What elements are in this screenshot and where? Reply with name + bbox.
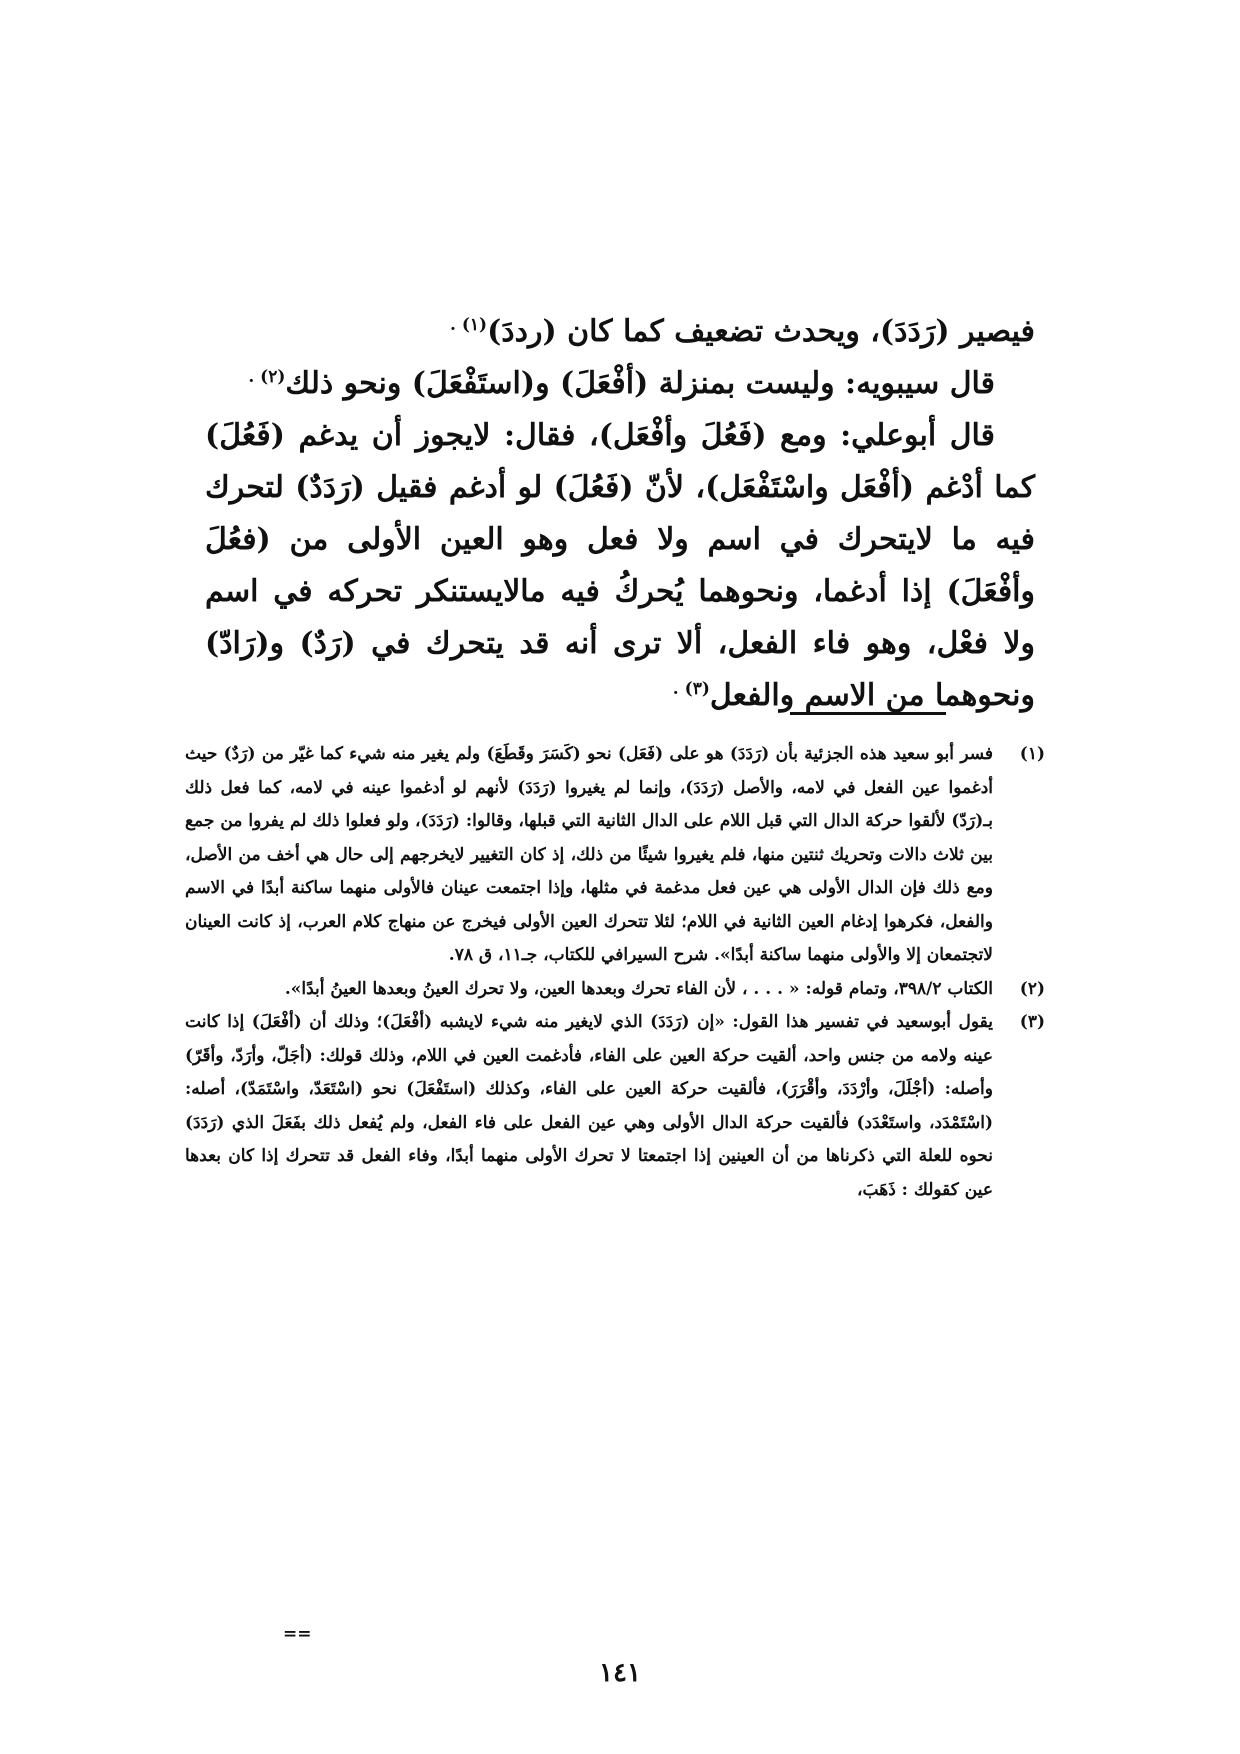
footnote-ref-3[interactable]: (٣) . bbox=[672, 679, 710, 699]
footnote-separator bbox=[790, 712, 946, 715]
footnote-number: (٢) bbox=[1019, 978, 1045, 999]
footnote-1 bbox=[185, 738, 1045, 973]
footnote-number: (٣) bbox=[1019, 1012, 1045, 1032]
main-paragraph-2: قال سيبويه: وليست بمنزلة (أفْعَلَ) و(استَفْعَلَ) ونحو ذلك$^{(٢) .}$ bbox=[248, 366, 995, 401]
footnote-ref-1[interactable]: (١) . bbox=[450, 315, 488, 335]
footnotes bbox=[185, 738, 1045, 1207]
footnote-ref-2[interactable]: (٢) . bbox=[248, 367, 286, 387]
footnote-3 bbox=[185, 1006, 1045, 1207]
continuation-mark: == bbox=[283, 1624, 312, 1644]
footnote-text: الكتاب ٣٩٨/٢، وتمام قوله: « . . . ، لأن الفاء تحرك وبعدها العين، ولا تحرك العينُ وبعدها العينُ أبدًا». bbox=[284, 978, 993, 999]
main-paragraph-1: فيصير (رَدَدَ)، ويحدث تضعيف كما كان (رددَ)$^{(١) .}$ bbox=[450, 314, 1035, 349]
main-text bbox=[205, 306, 1035, 722]
footnote-text: يقول أبوسعيد في تفسير هذا القول: «إن (رَدَدَ) الذي لايغير منه شيء لايشبه (أفْعَلَ)؛ وذلك أن (أفْعَلَ) إذا كانت عينه ولامه من جنس واحد، ألقيت حركة العين على الفاء، فأدغمت العين في اللام، وذلك قولك: (أجَلّ، وأرَدّ، وأقَرّ) وأصله: (أجْلَلَ، وأرْدَدَ، وأقْرَرَ)، فألقيت حركة العين على الفاء، وكذلك (استَفْعَلَ) نحو (اسْتَعَدّ، واسْتَمَدّ)، أصله: (اسْتَمْدَد، واستَعْدَد) فألقيت حركة الدال الأولى وهي عين الفعل على فاء الفعل، ولم يُفعل ذلك بفَعَلَ الذي (رَدَدَ) نحوه للعلة التي ذكرناها من أن العينين إذا اجتمعتا لا تحرك الأولى منهما أبدًا، وفاء الفعل قد تتحرك إذا كان بعدها عين كقولك : ذَهَبَ، bbox=[185, 1012, 993, 1200]
footnote-text: فسر أبو سعيد هذه الجزئية بأن (رَدَدَ) هو على (فَعَل) نحو (كَسَرَ وقَطَعَ) ولم يغير منه شيء كما غيّر من (رَدٌ) حيث أدغموا عين الفعل في لامه، والأصل (رَدَدَ)، وإنما لم يغيروا (رَدَدَ) لأنهم لو أدغموا عينه في لامه، كما فعل ذلك بـ(رَدّ) لألقوا حركة الدال التي قبل اللام على الدال الثانية التي قبلها، وقالوا: (رَدَدَ)، ولو فعلوا ذلك لم يفروا من جمع بين ثلاث دالات وتحريك ثنتين منها، فلم يغيروا شيئًا من ذلك، إذ كان التغيير لايخرجهم إلى حال هي أخف من الأصل، ومع ذلك فإن الدال الأولى هي عين فعل مدغمة في مثلها، وإذا اجتمعت عينان فالأولى منهما ساكنة أبدًا في الاسم والفعل، فكرهوا إدغام العين الثانية في اللام؛ لئلا تتحرك العين الأولى فيخرج عن منهاج كلام العرب، إذ كانت العينان لاتجتمعان إلا والأولى منهما ساكنة أبدًا». شرح السيرافي للكتاب، جـ١١، ق ٧٨. bbox=[185, 744, 993, 965]
footnote-2 bbox=[185, 973, 1045, 1007]
main-paragraph-3: قال أبوعلي: ومع (فَعُلَ وأفْعَل)، فقال: لايجوز أن يدغم (فَعُلَ) كما أدْغم (أفْعَل واسْتَفْعَل)، لأنّ (فَعُلَ) لو أدغم فقيل (رَدَدٌ) لتحرك فيه ما لايتحرك في اسم ولا فعل وهو العين الأولى من (فعُلَ وأفْعَلَ) إذا أدغما، ونحوهما يُحركُ فيه مالايستنكر تحركه في اسم ولا فعْل، وهو فاء الفعل، ألا ترى أنه قد يتحرك في (رَدٌ) و(رَادّ) ونحوهما من الاسم والفعل$^{(٣) .}$ bbox=[205, 418, 1035, 713]
page-number: ١٤١ bbox=[599, 1658, 641, 1688]
footnote-number: (١) bbox=[1019, 744, 1045, 764]
